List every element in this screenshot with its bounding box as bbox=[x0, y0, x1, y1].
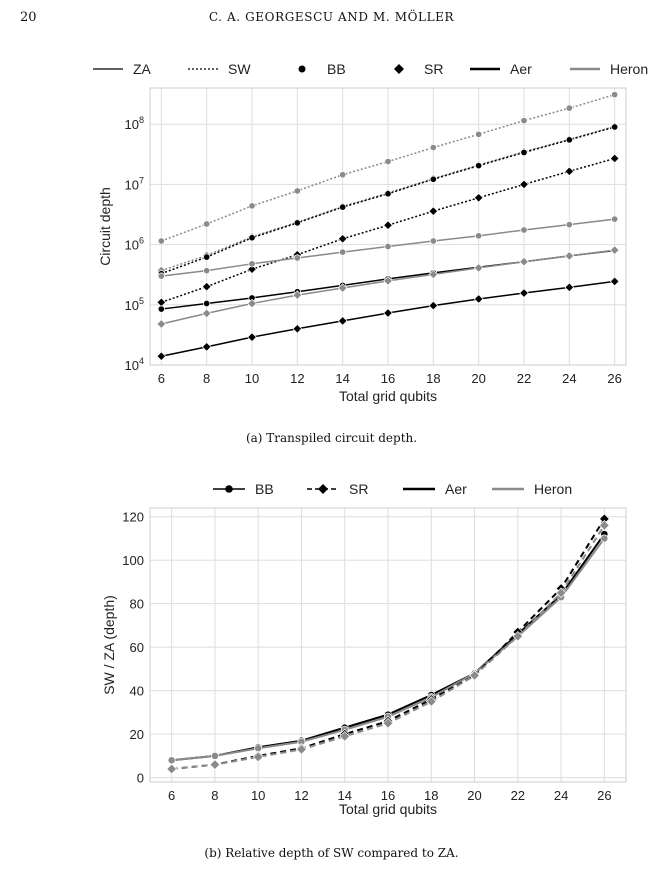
legend bbox=[93, 61, 648, 77]
data-point bbox=[339, 172, 345, 178]
data-point bbox=[202, 282, 211, 291]
data-point bbox=[474, 264, 483, 273]
data-point bbox=[248, 299, 257, 308]
data-point bbox=[429, 207, 438, 216]
x-tick-label: 6 bbox=[157, 371, 165, 386]
data-point bbox=[157, 298, 166, 307]
data-point bbox=[520, 289, 529, 298]
data-point bbox=[521, 117, 527, 123]
data-point bbox=[168, 757, 175, 764]
x-axis-label: Total grid qubits bbox=[338, 801, 438, 817]
data-point bbox=[474, 295, 483, 304]
x-tick-label: 22 bbox=[510, 788, 526, 803]
x-axis-label: Total grid qubits bbox=[338, 388, 438, 404]
data-point bbox=[475, 162, 481, 168]
x-tick-label: 18 bbox=[424, 788, 439, 803]
legend-swatch bbox=[299, 66, 306, 73]
data-point bbox=[600, 521, 610, 531]
y-tick-label: $10^4$ bbox=[124, 356, 144, 373]
data-point bbox=[611, 91, 617, 97]
data-point bbox=[565, 252, 574, 261]
y-tick-label: $10^5$ bbox=[124, 295, 144, 313]
chart-circuit-depth bbox=[0, 52, 663, 424]
data-point bbox=[203, 267, 209, 273]
data-point bbox=[566, 105, 572, 111]
legend-item-aer bbox=[470, 61, 532, 77]
page-header bbox=[0, 0, 663, 30]
legend-swatch bbox=[394, 64, 404, 74]
y-tick-label: $10^6$ bbox=[124, 235, 144, 253]
data-point bbox=[610, 246, 619, 255]
data-point bbox=[158, 273, 164, 279]
legend-item-bb bbox=[299, 61, 346, 77]
data-point bbox=[520, 180, 529, 189]
legend bbox=[213, 481, 572, 497]
legend-swatch-marker bbox=[225, 485, 233, 493]
legend-item-heron bbox=[492, 481, 572, 497]
data-point bbox=[339, 204, 345, 210]
data-point bbox=[610, 277, 619, 286]
data-point bbox=[253, 752, 263, 762]
data-point bbox=[211, 752, 218, 759]
data-point bbox=[474, 193, 483, 202]
legend-item-sw bbox=[188, 61, 251, 77]
data-point bbox=[601, 535, 608, 542]
data-point bbox=[249, 235, 255, 241]
legend-label: SW bbox=[228, 61, 251, 77]
y-tick-label: $10^7$ bbox=[124, 175, 144, 193]
data-point bbox=[294, 188, 300, 194]
data-point bbox=[521, 149, 527, 155]
y-tick-label: 0 bbox=[136, 770, 144, 786]
legend-item-bb bbox=[213, 481, 274, 497]
legend-label: Aer bbox=[445, 481, 467, 497]
legend-item-aer bbox=[403, 481, 467, 497]
x-tick-label: 26 bbox=[607, 371, 622, 386]
data-point bbox=[385, 191, 391, 197]
y-axis-label: Circuit depth bbox=[97, 187, 113, 266]
data-point bbox=[339, 249, 345, 255]
data-point bbox=[521, 227, 527, 233]
legend-label: Heron bbox=[610, 61, 649, 77]
data-point bbox=[611, 216, 617, 222]
data-point bbox=[202, 343, 211, 352]
data-point bbox=[384, 221, 393, 230]
x-tick-label: 12 bbox=[290, 371, 305, 386]
x-tick-label: 24 bbox=[562, 371, 577, 386]
data-point bbox=[249, 261, 255, 267]
data-point bbox=[210, 760, 220, 770]
running-head-authors: C. A. GEORGESCU AND M. MÖLLER bbox=[208, 10, 455, 24]
caption-b: (b) Relative depth of SW compared to ZA. bbox=[204, 846, 459, 860]
x-tick-label: 20 bbox=[467, 788, 482, 803]
data-point bbox=[167, 764, 177, 774]
data-point bbox=[203, 221, 209, 227]
legend-label: SR bbox=[349, 481, 369, 497]
data-point bbox=[566, 221, 572, 227]
data-point bbox=[338, 317, 347, 326]
x-tick-label: 10 bbox=[244, 371, 260, 386]
data-point bbox=[385, 243, 391, 249]
data-point bbox=[157, 320, 166, 329]
y-tick-label: 120 bbox=[122, 509, 144, 525]
data-point bbox=[475, 131, 481, 137]
x-tick-label: 14 bbox=[337, 788, 352, 803]
x-tick-label: 6 bbox=[168, 788, 176, 803]
data-point bbox=[203, 300, 209, 306]
x-tick-label: 14 bbox=[335, 371, 350, 386]
data-point bbox=[338, 234, 347, 243]
page-number: 20 bbox=[20, 10, 37, 25]
data-point bbox=[157, 352, 166, 361]
x-tick-label: 8 bbox=[211, 788, 219, 803]
legend-label: ZA bbox=[133, 61, 151, 77]
legend-label: BB bbox=[327, 61, 346, 77]
data-point bbox=[158, 238, 164, 244]
data-point bbox=[430, 238, 436, 244]
data-point bbox=[293, 324, 302, 333]
x-tick-label: 26 bbox=[597, 788, 612, 803]
x-tick-label: 16 bbox=[380, 788, 396, 803]
data-point bbox=[566, 137, 572, 143]
x-tick-label: 16 bbox=[380, 371, 396, 386]
legend-swatch-marker bbox=[318, 484, 328, 494]
y-tick-label: 80 bbox=[129, 596, 144, 612]
data-point bbox=[565, 167, 574, 176]
data-point bbox=[294, 255, 300, 261]
data-point bbox=[610, 154, 619, 163]
caption-a: (a) Transpiled circuit depth. bbox=[245, 431, 418, 445]
x-tick-label: 12 bbox=[294, 788, 309, 803]
data-point bbox=[202, 309, 211, 318]
data-point bbox=[203, 254, 209, 260]
legend-item-heron bbox=[570, 61, 648, 77]
grid-lines bbox=[150, 508, 626, 782]
x-tick-label: 18 bbox=[426, 371, 441, 386]
data-point bbox=[611, 124, 617, 130]
data-point bbox=[430, 144, 436, 150]
x-tick-label: 8 bbox=[203, 371, 211, 386]
data-point bbox=[520, 257, 529, 266]
data-point bbox=[158, 306, 164, 312]
chart-relative-depth bbox=[0, 474, 663, 838]
legend-label: Aer bbox=[510, 61, 532, 77]
legend-item-sr bbox=[394, 61, 443, 77]
legend-label: SR bbox=[424, 61, 444, 77]
data-point bbox=[297, 745, 307, 755]
legend-label: BB bbox=[255, 481, 274, 497]
legend-item-za bbox=[93, 61, 152, 77]
data-point bbox=[565, 283, 574, 292]
data-point bbox=[430, 176, 436, 182]
data-point bbox=[294, 220, 300, 226]
legend-item-sr bbox=[307, 481, 368, 497]
y-tick-label: 60 bbox=[129, 640, 144, 656]
x-tick-label: 10 bbox=[250, 788, 266, 803]
y-tick-label: 20 bbox=[129, 727, 144, 743]
data-point bbox=[429, 301, 438, 310]
y-tick-label: 100 bbox=[122, 553, 144, 569]
y-axis-label: SW / ZA (depth) bbox=[101, 595, 117, 695]
data-point bbox=[249, 203, 255, 209]
x-tick-label: 20 bbox=[471, 371, 486, 386]
data-point bbox=[248, 333, 257, 342]
y-tick-label: 40 bbox=[129, 683, 144, 699]
y-tick-label: $10^8$ bbox=[124, 115, 144, 133]
data-point bbox=[385, 158, 391, 164]
data-point bbox=[384, 309, 393, 318]
x-tick-label: 24 bbox=[553, 788, 569, 803]
x-tick-label: 22 bbox=[516, 371, 532, 386]
legend-label: Heron bbox=[534, 481, 573, 497]
data-point bbox=[475, 233, 481, 239]
